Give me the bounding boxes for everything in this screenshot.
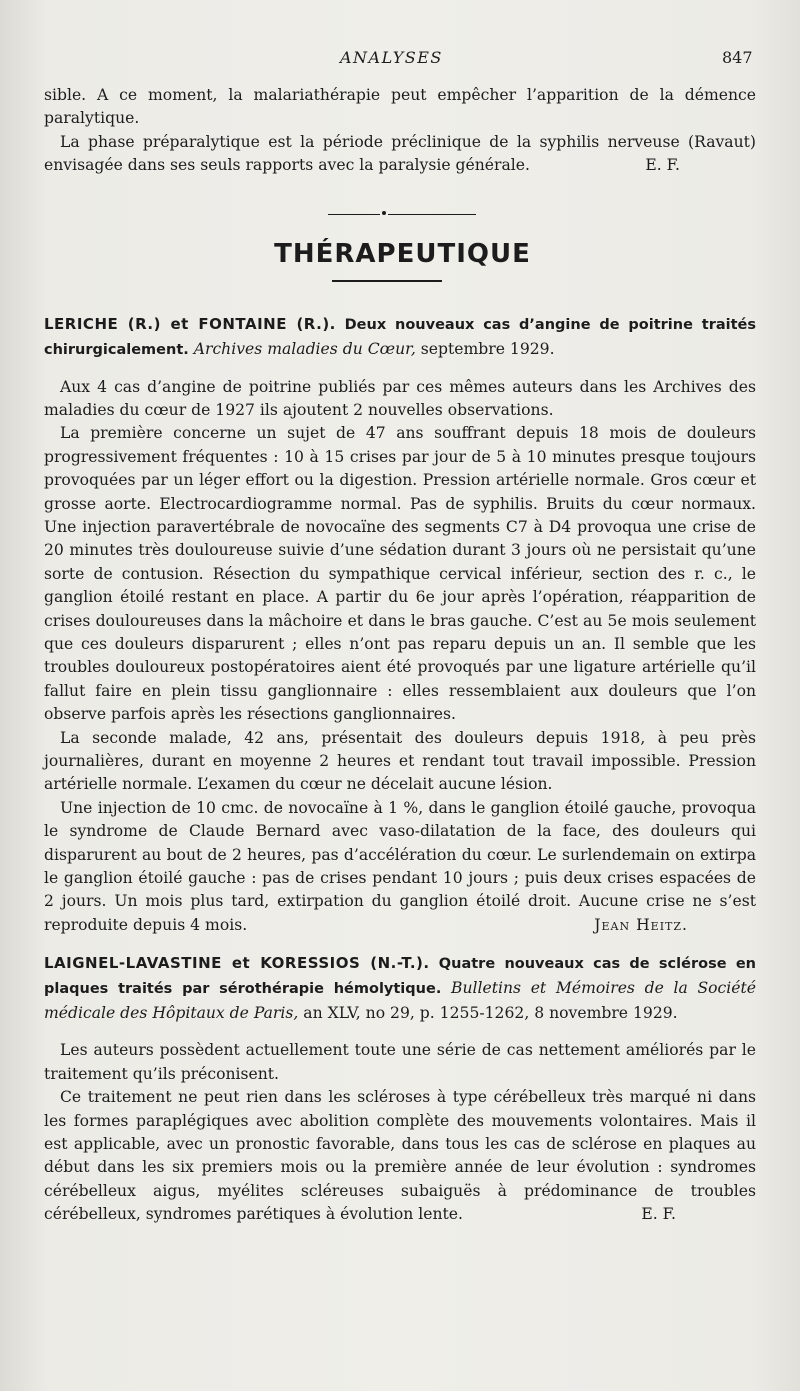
page-header: [0, 48, 800, 72]
divider-line-right: [388, 214, 476, 216]
page-number: 847: [722, 48, 753, 67]
prev-paragraph-1: sible. A ce moment, la malariathérapie peut empêcher l’apparition de la démence paralytique.: [44, 86, 756, 128]
entry1-title: Deux nouveaux cas d’angine de poitrine traités chirurgicalement.: [44, 316, 756, 358]
prev-signature: E. F.: [645, 156, 680, 175]
entry2-body: [44, 1039, 756, 1226]
section-divider: [44, 205, 756, 225]
entry1-signature: Jean Heitz.: [594, 915, 688, 934]
entry1-paragraph-4-text: Une injection de 10 cmc. de novocaïne à 1 %, dans le ganglion étoilé gauche, provoqua le syndrome de Claude Bernard avec vaso-dilatation de la face, des douleurs qui disparurent au bout de 2 heures, pas d’accélération du cœur. Le surlendemain on extirpa le ganglion étoilé gauche : pas de crises pendant 10 jours ; puis deux crises espacées de 2 jours. Un mois plus tard, extirpation du ganglion étoilé droit. Aucune crise ne s’est reproduite depuis 4 mois.: [44, 798, 756, 934]
entry1-paragraph-4: [44, 797, 756, 937]
section-title-rule: [332, 280, 442, 282]
entry1-paragraph-3: La seconde malade, 42 ans, présentait des douleurs depuis 1918, à peu près journalières, durant en moyenne 2 heures et rendant tout travail impossible. Pression artérielle normale. L’examen du cœur ne décelait aucune lésion.: [44, 728, 756, 794]
prev-paragraph-2-text: La phase préparalytique est la période préclinique de la syphilis nerveuse (Ravaut) envisagée dans ses seuls rapports avec la paralysie générale.: [44, 132, 756, 175]
entry2-paragraph-2: [44, 1086, 756, 1226]
entry1-journal: Archives maladies du Cœur,: [193, 339, 416, 358]
entry2-paragraph-2-text: Ce traitement ne peut rien dans les scléroses à type cérébelleux très marqué ni dans les formes paraplégiques avec abolition complète des mouvements volontaires. Mais il est applicable, avec un pronostic favorable, dans tous les cas de sclérose en plaques au début dans les six premiers mois ou la première année de leur évolution : syndromes cérébelleux aigus, myélites scléreuses subaiguës à prédominance de troubles cérébelleux, syndromes parétiques à évolution lente.: [44, 1088, 756, 1224]
entry1-author: LERICHE (R.) et FONTAINE (R.).: [44, 314, 336, 333]
entry1-paragraph-2: La première concerne un sujet de 47 ans souffrant depuis 18 mois de douleurs progressivement fréquentes : 10 à 15 crises par jour de 5 à 10 minutes presque toujours provoquées par un léger effort ou la digestion. Pression artérielle normale. Gros cœur et grosse aorte. Electrocardiogramme normal. Pas de syphilis. Bruits du cœur normaux. Une injection paravertébrale de novocaïne des segments C7 à D4 provoqua une crise de 20 minutes très douloureuse suivie d’une sédation durant 3 jours où ne persistait qu’une sorte de contusion. Résection du sympathique cervical inférieur, section des r. c., le ganglion étoilé restant en place. A partir du 6e jour après l’opération, réapparition de crises douloureuses dans la mâchoire et dans le bras gauche. C’est au 5e mois seulement que ces douleurs disparurent ; elles n’ont pas reparu depuis un an. Il semble que les troubles douloureux postopératoires aient été provoqués par une ligature artérielle qu’il fallut faire en plein tissu ganglionnaire : elles ressemblaient aux douleurs que l’on observe parfois après les résections ganglionnaires.: [44, 424, 756, 724]
section-title: THÉRAPEUTIQUE: [274, 238, 531, 269]
divider-line-left: [328, 214, 380, 216]
divider-dot: [382, 211, 386, 215]
running-head: ANALYSES: [340, 48, 443, 67]
page-content: [44, 84, 756, 1227]
entry1-heading: [44, 312, 756, 362]
entry2-details: an XLV, no 29, p. 1255-1262, 8 novembre 1929.: [303, 1004, 678, 1023]
entry2-paragraph-1: Les auteurs possèdent actuellement toute une série de cas nettement améliorés par le traitement qu’ils préconisent.: [44, 1041, 756, 1083]
entry1-date: septembre 1929.: [420, 339, 555, 358]
entry2-title: Quatre nouveaux cas de sclérose en plaques traités par sérothérapie hémolytique.: [44, 956, 756, 998]
entry1-paragraph-1: Aux 4 cas d’angine de poitrine publiés par ces mêmes auteurs dans les Archives des maladies du cœur de 1927 ils ajoutent 2 nouvelles observations.: [44, 377, 756, 419]
entry1-body: [44, 376, 756, 938]
entry2-signature: E. F.: [641, 1205, 676, 1224]
entry2-author: LAIGNEL-LAVASTINE et KORESSIOS (N.-T.).: [44, 954, 430, 973]
entry2-heading: [44, 951, 756, 1025]
prev-paragraph-2: [44, 131, 756, 178]
entry2-journal: Bulletins et Mémoires de la Société médicale des Hôpitaux de Paris,: [44, 979, 756, 1023]
